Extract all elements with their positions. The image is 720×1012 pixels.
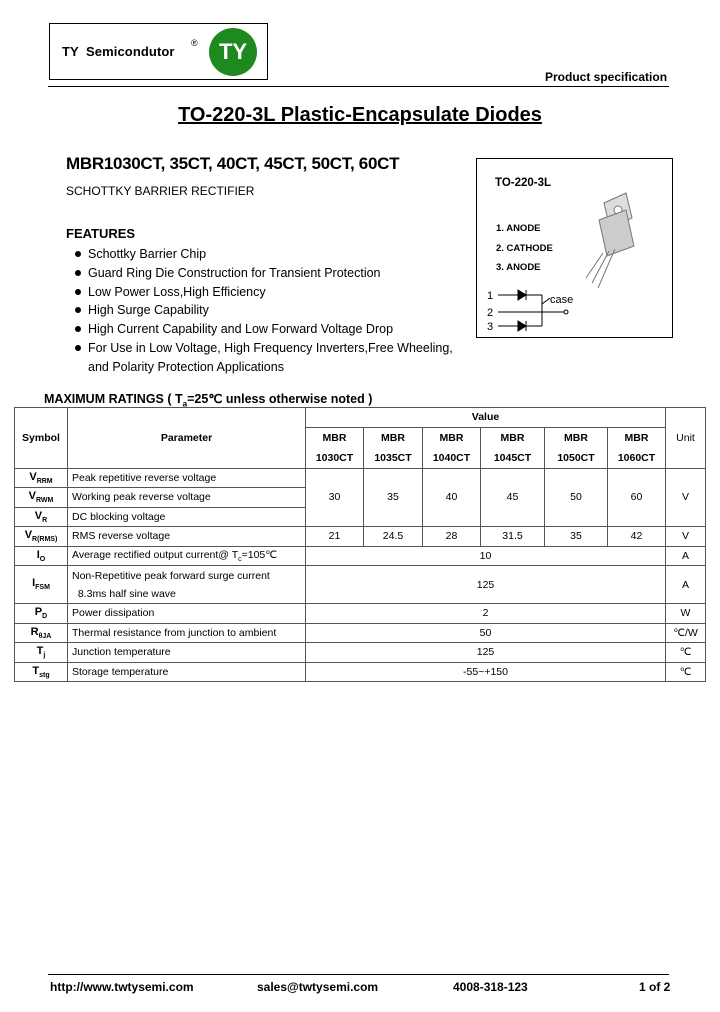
value-cell: 24.5 [364, 527, 423, 547]
parameter-cell: Working peak reverse voltage [68, 488, 306, 508]
pin-item: 1. ANODE [496, 223, 541, 234]
ratings-heading-sub: a [182, 399, 188, 409]
feature-item-continuation: and Polarity Protection Applications [88, 359, 284, 374]
feature-item: Guard Ring Die Construction for Transient Protection [75, 264, 488, 283]
parameter-cell: Storage temperature [68, 662, 306, 682]
pin-number: 1 [487, 290, 494, 302]
value-cell: 50 [545, 468, 608, 527]
package-drawing [476, 158, 673, 338]
value-cell: 42 [608, 527, 666, 547]
value-cell: 50 [306, 623, 666, 643]
features-heading: FEATURES [66, 226, 136, 241]
symbol-cell: $T_{stg}$ [15, 662, 68, 682]
parameter-cell: Average rectified output current@ $T_c=105℃$ [68, 546, 306, 566]
symbol-cell: $R_{\theta JA}$ [15, 623, 68, 643]
unit-cell: ℃ [666, 643, 706, 663]
unit-header: Unit [666, 408, 706, 469]
value-cell: 28 [423, 527, 481, 547]
symbol-header: Symbol [15, 408, 68, 469]
feature-item: Low Power Loss,High Efficiency [75, 283, 488, 302]
unit-cell: ℃ [666, 662, 706, 682]
value-cell: 60 [608, 468, 666, 527]
registered-mark: ® [191, 38, 198, 48]
value-cell: -55~+150 [306, 662, 666, 682]
pin-item: 3. ANODE [496, 262, 541, 273]
table-row [15, 546, 706, 566]
table-row [15, 662, 706, 682]
pin-number: 2 [487, 307, 494, 319]
value-cell: 125 [306, 566, 666, 604]
parameter-cell: Power dissipation [68, 604, 306, 624]
parameter-cell: DC blocking voltage [68, 507, 306, 527]
parameter-cell: Junction temperature [68, 643, 306, 663]
value-header: Value [306, 408, 666, 428]
parameter-cell: Non-Repetitive peak forward surge current 8.3ms half sine wave [68, 566, 306, 604]
value-cell: 125 [306, 643, 666, 663]
unit-cell: A [666, 546, 706, 566]
value-cell: 10 [306, 546, 666, 566]
table-row [15, 604, 706, 624]
value-cell: 30 [306, 468, 364, 527]
feature-item: For Use in Low Voltage, High Frequency Inverters,Free Wheeling, [75, 339, 488, 358]
table-row [15, 468, 706, 488]
model-header: MBR 1050CT [545, 427, 608, 468]
model-header: MBR 1030CT [306, 427, 364, 468]
table-row [15, 643, 706, 663]
symbol-cell: $V_R$ [15, 507, 68, 527]
model-header: MBR 1060CT [608, 427, 666, 468]
feature-item: High Surge Capability [75, 301, 488, 320]
symbol-cell: $P_D$ [15, 604, 68, 624]
table-row [15, 527, 706, 547]
symbol-cell: $V_{RWM}$ [15, 488, 68, 508]
pin-number: 3 [487, 321, 494, 333]
ratings-table [14, 407, 706, 682]
unit-cell: V [666, 468, 706, 527]
symbol-cell: $T_j$ [15, 643, 68, 663]
symbol-cell: $I_{FSM}$ [15, 566, 68, 604]
table-row [15, 566, 706, 604]
footer-email[interactable]: sales@twtysemi.com [257, 980, 379, 994]
model-header: MBR 1035CT [364, 427, 423, 468]
unit-cell: V [666, 527, 706, 547]
symbol-cell: $V_{R(RMS)}$ [15, 527, 68, 547]
table-row [15, 623, 706, 643]
value-cell: 35 [364, 468, 423, 527]
features-list [75, 245, 488, 377]
table-header-row [15, 408, 706, 428]
document-title: TO-220-3L Plastic-Encapsulate Diodes [178, 104, 542, 126]
ratings-heading-pre: MAXIMUM RATINGS ( T [44, 392, 183, 406]
parameter-header: Parameter [68, 408, 306, 469]
footer-rule [48, 974, 669, 975]
symbol-cell: $V_{RRM}$ [15, 468, 68, 488]
footer-phone: 4008-318-123 [453, 980, 528, 994]
company-logo: TY [209, 28, 257, 76]
value-cell: 21 [306, 527, 364, 547]
feature-item: Schottky Barrier Chip [75, 245, 488, 264]
model-header: MBR 1045CT [481, 427, 545, 468]
header-rule [48, 86, 669, 87]
feature-item: High Current Capability and Low Forward Voltage Drop [75, 320, 488, 339]
unit-cell: ℃/W [666, 623, 706, 643]
package-name: TO-220-3L [495, 177, 552, 189]
model-header: MBR 1040CT [423, 427, 481, 468]
footer-url[interactable]: http://www.twtysemi.com [50, 980, 194, 994]
part-numbers: MBR1030CT, 35CT, 40CT, 45CT, 50CT, 60CT [66, 154, 400, 173]
parameter-cell: Thermal resistance from junction to ambient [68, 623, 306, 643]
unit-cell: A [666, 566, 706, 604]
case-label: case [550, 294, 574, 306]
device-type: SCHOTTKY BARRIER RECTIFIER [66, 184, 255, 198]
value-cell: 45 [481, 468, 545, 527]
ratings-heading [44, 391, 372, 409]
page-number: 1 of 2 [639, 980, 671, 994]
company-name: TY Semicondutor [62, 44, 175, 59]
pin-item: 2. CATHODE [496, 242, 553, 254]
parameter-cell: RMS reverse voltage [68, 527, 306, 547]
value-cell: 40 [423, 468, 481, 527]
unit-cell: W [666, 604, 706, 624]
value-cell: 31.5 [481, 527, 545, 547]
product-specification-label: Product specification [545, 70, 668, 84]
ratings-heading-post: =25℃ unless otherwise noted ) [187, 392, 373, 406]
parameter-cell: Peak repetitive reverse voltage [68, 468, 306, 488]
value-cell: 2 [306, 604, 666, 624]
value-cell: 35 [545, 527, 608, 547]
to220-package-icon [586, 193, 634, 288]
symbol-cell: $I_O$ [15, 546, 68, 566]
